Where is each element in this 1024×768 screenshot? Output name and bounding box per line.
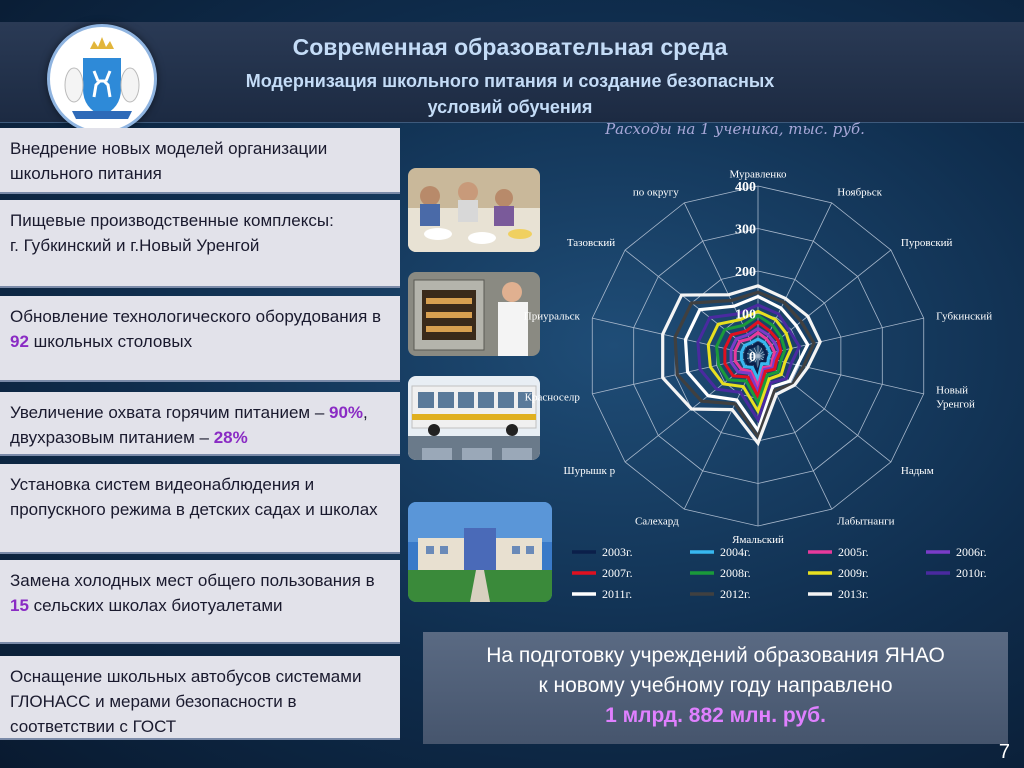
radar-spoke [758,203,832,356]
radar-tick-label: 0 [749,350,756,365]
radar-category-label: Приуральск [523,310,580,323]
summary-line-2: к новому учебному году направлено [538,674,893,697]
radar-tick-label: 100 [735,307,756,323]
radar-category-label: Ноябрьск [837,186,882,199]
page-title: Современная образовательная среда [292,34,728,60]
radar-tick-label: 400 [735,180,756,195]
legend-label: 2009г. [838,566,869,580]
legend-label: 2005г. [838,545,869,559]
subtitle-line-2: условий обучения [427,97,593,117]
info-box-text: Замена холодных мест общего пользования в [10,571,375,590]
highlight-number: 92 [10,332,29,351]
radar-category-label: Новый [936,384,969,397]
legend-label: 2010г. [956,566,987,580]
legend-label: 2003г. [602,545,633,559]
info-box-text: Увеличение охвата горячим питанием – [10,403,330,422]
highlight-number: 15 [10,596,29,615]
legend-label: 2012г. [720,587,751,601]
radar-category-label: по округу [632,186,679,199]
info-box-text: г. Губкинский и г.Новый Уренгой [10,236,260,255]
info-box-text: школьных столовых [28,332,193,351]
radar-category-label: Лабытнанги [837,515,895,528]
summary-line-1: На подготовку учреждений образования ЯНАО [486,644,945,667]
radar-category-label: Ямальский [732,533,784,546]
radar-category-label: Пуровский [900,237,953,250]
radar-tick-label: 300 [735,222,756,238]
highlight-number: 28% [213,428,248,447]
info-box-text: , двухразовым питанием – [10,403,368,447]
radar-category-label: Шурышк р [563,464,616,477]
page-number: 7 [998,741,1010,763]
radar-category-label: Муравленко [729,168,787,181]
radar-category-label: Тазовский [566,237,616,250]
info-box-text: Внедрение новых моделей организации школьного питания [10,139,328,183]
summary-amount: 1 млрд. 882 млн. руб. [605,704,826,727]
info-box-text: Обновление технологического оборудования в [10,307,382,326]
info-box-text: Оснащение школьных автобусов системами ГЛОНАСС и мерами безопасности в соответствии с ГОСТ [10,667,362,736]
chart-title: Расходы на 1 ученика, тыс. руб. [605,120,865,138]
summary-box [423,632,1008,744]
legend-label: 2007г. [602,566,633,580]
legend-label: 2013г. [838,587,869,601]
radar-category-label: Уренгой [936,398,975,411]
radar-category-label: Салехард [634,515,679,528]
radar-category-label: Надым [900,464,934,477]
subtitle-line-1: Модернизация школьного питания и создание безопасных [245,71,775,91]
legend-label: 2004г. [720,545,751,559]
legend-label: 2008г. [720,566,751,580]
info-box-text: Установка систем видеонаблюдения и пропускного режима в детских садах и школах [10,475,378,519]
legend-label: 2006г. [956,545,987,559]
radar-category-label: Губкинский [936,310,993,323]
highlight-number: 90% [329,403,364,422]
legend-label: 2011г. [602,587,633,601]
info-box-text: сельских школах биотуалетами [28,596,283,615]
radar-tick-label: 200 [735,265,756,280]
radar-category-label: Красноселр [524,391,580,404]
info-box-text: Пищевые производственные комплексы: [10,211,334,230]
